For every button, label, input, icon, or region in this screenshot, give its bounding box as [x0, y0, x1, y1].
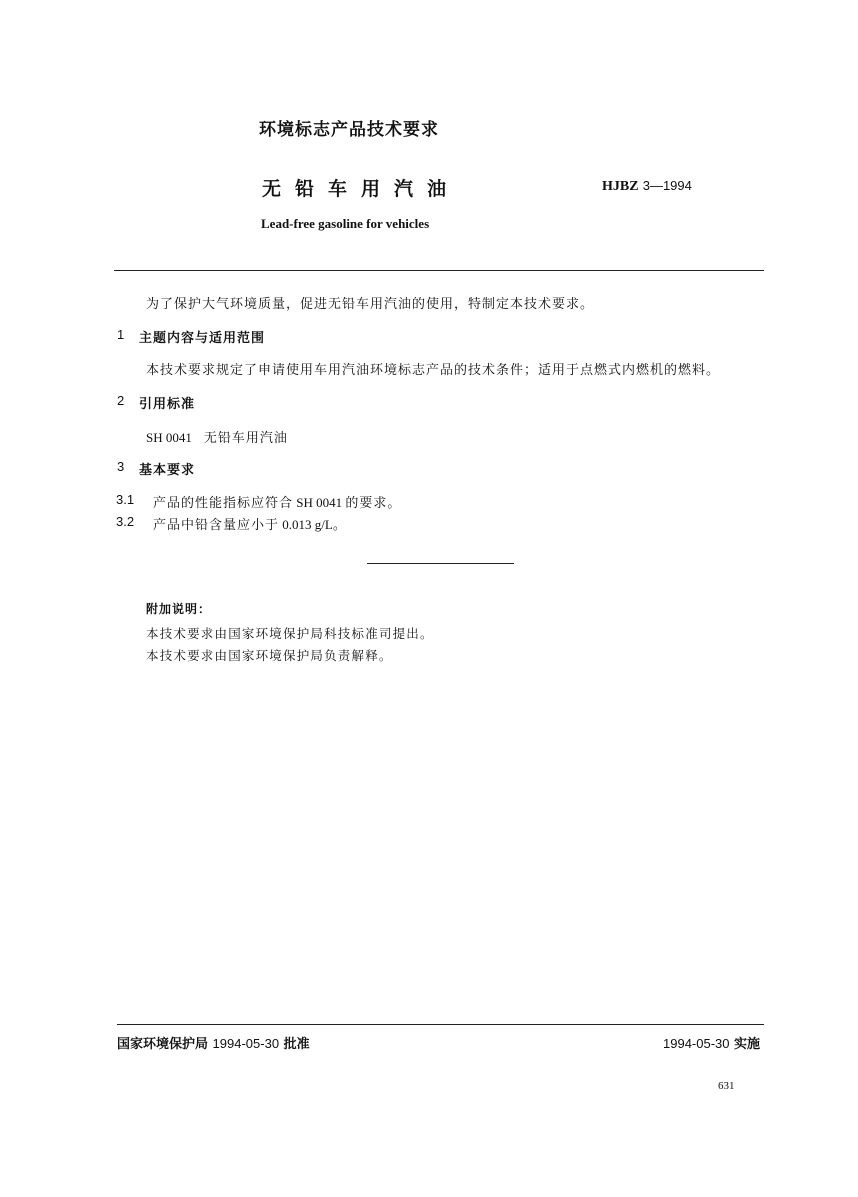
note-line: 本技术要求由国家环境保护局科技标准司提出。 [146, 626, 434, 641]
section-2-title: 引用标准 [139, 397, 196, 412]
implementation-date: 1994-05-30 [663, 1036, 730, 1051]
end-divider [367, 563, 514, 564]
item-text: 的要求。 [345, 496, 402, 511]
section-1-text: 本技术要求规定了申请使用车用汽油环境标志产品的技术条件；适用于点燃式内燃机的燃料。 [146, 363, 721, 378]
item-3-2-text [153, 514, 347, 533]
standard-code [602, 178, 692, 195]
approval-label: 批准 [283, 1037, 310, 1052]
item-text: 产品的性能指标应符合 [153, 496, 294, 511]
standard-code-prefix: HJBZ [602, 179, 639, 194]
item-3-1-number: 3.1 [116, 492, 135, 507]
implementation-label: 实施 [734, 1037, 761, 1052]
reference-title: 无铅车用汽油 [203, 431, 288, 446]
item-latin: 0.013 g/L [279, 517, 333, 532]
footer-approval [117, 1033, 310, 1052]
item-text: 产品中铅含量应小于 [153, 518, 280, 533]
footer-implementation [663, 1033, 760, 1052]
item-3-1-text [153, 492, 401, 511]
section-3-title: 基本要求 [139, 463, 196, 478]
series-title: 环境标志产品技术要求 [259, 120, 439, 140]
section-3-number: 3 [117, 459, 125, 474]
approval-date: 1994-05-30 [212, 1036, 280, 1051]
section-1-title: 主题内容与适用范围 [139, 331, 266, 346]
section-1-number: 1 [117, 327, 125, 342]
notes-heading: 附加说明： [146, 602, 212, 616]
item-text: 。 [332, 518, 347, 533]
reference-code: SH 0041 [146, 430, 192, 445]
standard-code-number: 3—1994 [642, 178, 692, 193]
page-number: 631 [718, 1080, 735, 1092]
item-3-2-number: 3.2 [116, 514, 135, 529]
item-latin: SH 0041 [293, 495, 346, 510]
english-title: Lead-free gasoline for vehicles [261, 216, 430, 231]
main-title: 无铅车用汽油 [262, 178, 461, 200]
normative-reference [146, 427, 288, 446]
intro-paragraph: 为了保护大气环境质量，促进无铅车用汽油的使用，特制定本技术要求。 [146, 297, 595, 312]
approver: 国家环境保护局 [117, 1037, 209, 1052]
header-divider [114, 270, 764, 271]
section-2-number: 2 [117, 393, 125, 408]
note-line: 本技术要求由国家环境保护局负责解释。 [146, 648, 393, 663]
footer-divider [117, 1024, 764, 1025]
